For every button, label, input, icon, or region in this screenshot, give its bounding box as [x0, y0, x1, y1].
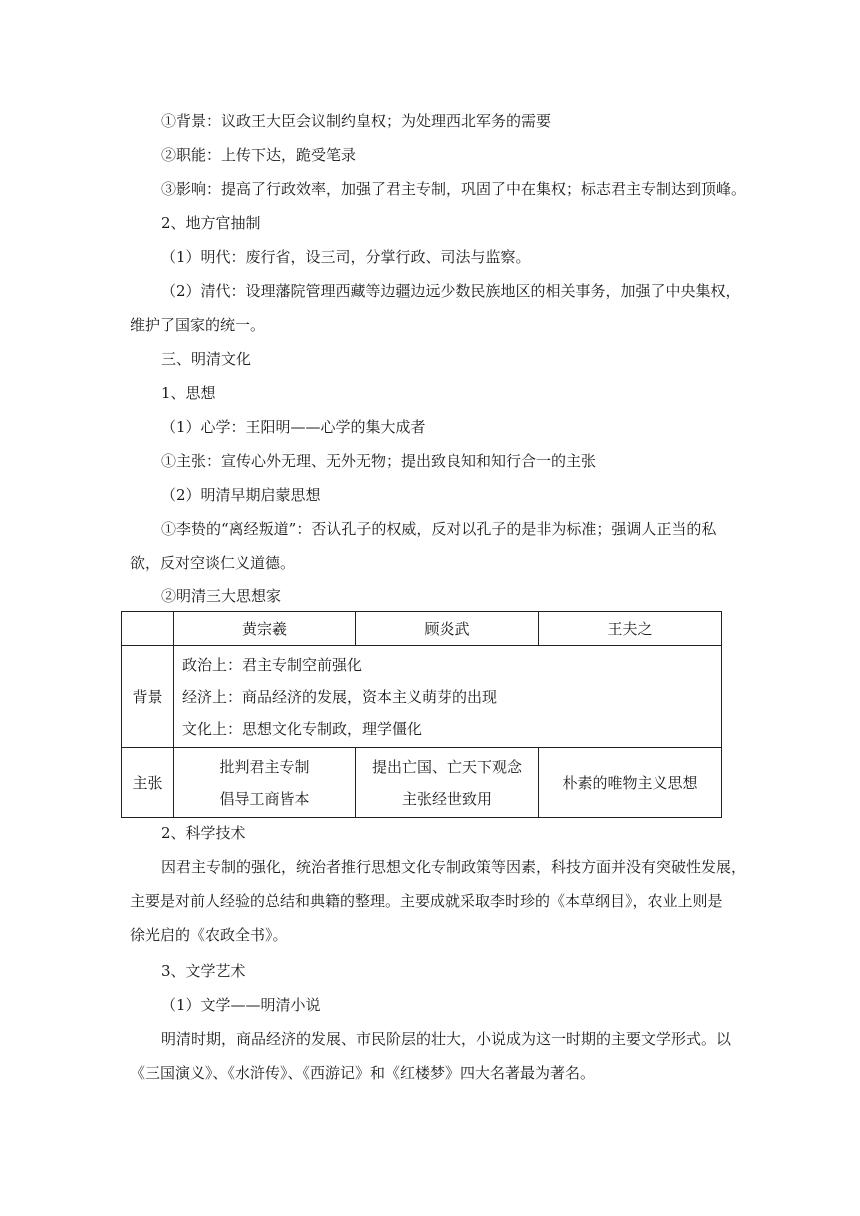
claim-line: 倡导工商皆本 [219, 789, 310, 808]
text-line: 《三国演义》、《水浒传》、《西游记》和《红楼梦》四大名著最为著名。 [130, 1064, 596, 1082]
table-corner-cell [122, 612, 174, 646]
text-line: ②职能：上传下达，跪受笔录 [161, 146, 357, 164]
table-header-cell: 黄宗羲 [174, 612, 356, 646]
text-line: （2）明清早期启蒙思想 [161, 486, 321, 504]
text-line: 徐光启的《农政全书》。 [130, 926, 288, 944]
claim-line: 批判君主专制 [219, 757, 310, 776]
table-row [122, 646, 722, 748]
text-line: ①主张：宣传心外无理、无外无物；提出致良知和知行合一的主张 [161, 452, 597, 470]
subheading: 1、思想 [161, 384, 216, 402]
background-line: 文化上：思想文化专制政，理学僵化 [182, 719, 423, 738]
text-line: 欲，反对空谈仁义道德。 [130, 554, 296, 572]
table-row [122, 748, 722, 818]
text-line: ①李贽的“离经叛道”：否认孔子的权威，反对以孔子的是非为标准；强调人正当的私 [161, 520, 717, 538]
subheading: 3、文学艺术 [161, 962, 246, 980]
background-line: 政治上：君主专制空前强化 [182, 655, 363, 674]
text-line: （1）心学：王阳明——心学的集大成者 [161, 418, 426, 436]
text-line: 维护了国家的统一。 [130, 316, 266, 334]
text-line: ③影响：提高了行政效率，加强了君主专制，巩固了中在集权；标志君主专制达到顶峰。 [161, 180, 747, 198]
table-header-cell: 王夫之 [539, 612, 722, 646]
text-line: ②明清三大思想家 [161, 587, 282, 605]
text-line: 因君主专制的强化，统治者推行思想文化专制政策等因素，科技方面并没有突破性发展， [161, 858, 747, 876]
claims-cell-huang [174, 748, 356, 818]
claim-line: 主张经世致用 [401, 789, 492, 808]
table-header-cell: 顾炎武 [356, 612, 539, 646]
text-line: （2）清代：设理藩院管理西藏等边疆边远少数民族地区的相关事务，加强了中央集权， [161, 282, 741, 300]
background-cell [174, 646, 722, 748]
subheading: 2、地方官抽制 [161, 214, 261, 232]
thinkers-table [121, 611, 722, 818]
text-line: （1）明代：废行省，设三司，分掌行政、司法与监察。 [161, 248, 531, 266]
text-line: 主要是对前人经验的总结和典籍的整理。主要成就采取李时珍的《本草纲目》，农业上则是 [130, 892, 723, 910]
row-label-background: 背景 [122, 646, 174, 748]
text-line: 明清时期，商品经济的发展、市民阶层的壮大，小说成为这一时期的主要文学形式。以 [161, 1030, 732, 1048]
row-label-claims: 主张 [122, 748, 174, 818]
subheading: 2、科学技术 [161, 824, 246, 842]
claims-cell-wang: 朴素的唯物主义思想 [539, 748, 722, 818]
section-heading: 三、明清文化 [161, 350, 252, 368]
text-line: （1）文学——明清小说 [161, 996, 321, 1014]
table-header-row [122, 612, 722, 646]
claim-line: 提出亡国、亡天下观念 [371, 757, 522, 776]
background-line: 经济上：商品经济的发展，资本主义萌芽的出现 [182, 687, 498, 706]
claims-cell-gu [356, 748, 539, 818]
text-line: ①背景：议政王大臣会议制约皇权；为处理西北军务的需要 [161, 112, 552, 130]
